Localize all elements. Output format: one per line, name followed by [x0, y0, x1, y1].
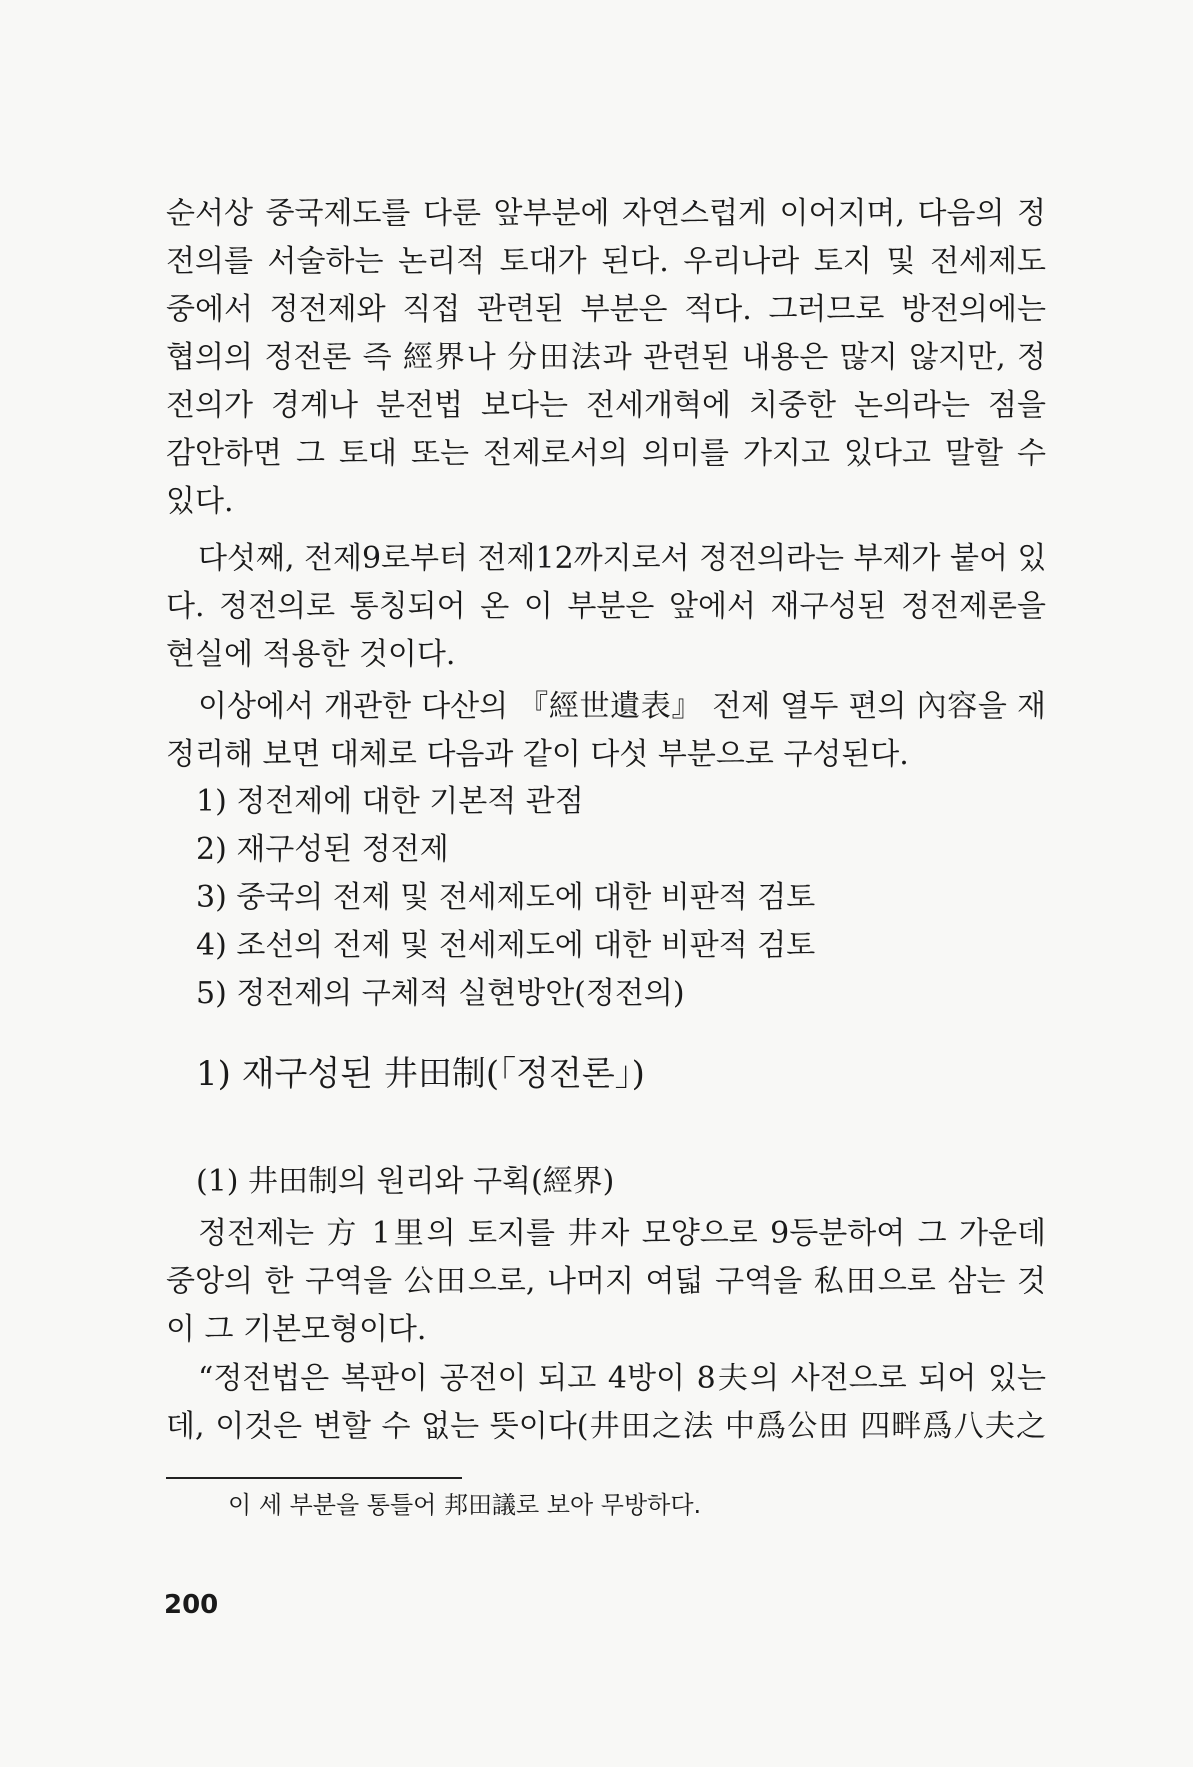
- list-item: 5) 정전제의 구체적 실현방안(정전의): [196, 976, 685, 1011]
- paragraph-5: [166, 1355, 1046, 1451]
- text-line: 있다.: [166, 484, 234, 519]
- paragraph-2: [166, 535, 1046, 679]
- list-item: 4) 조선의 전제 및 전세제도에 대한 비판적 검토: [196, 928, 816, 963]
- list-item: 1) 정전제에 대한 기본적 관점: [196, 784, 584, 819]
- text-line: 다. 정전의로 통칭되어 온 이 부분은 앞에서 재구성된 정전제론을: [166, 589, 1046, 624]
- outline-list: [196, 778, 1076, 1018]
- list-item: 2) 재구성된 정전제: [196, 832, 449, 867]
- footnote: 이 세 부분을 통틀어 邦田議로 보아 무방하다.: [228, 1491, 702, 1519]
- text-line: 정리해 보면 대체로 다음과 같이 다섯 부분으로 구성된다.: [166, 737, 909, 772]
- paragraph-4: [166, 1210, 1046, 1354]
- text-line: 협의의 정전론 즉 經界나 分田法과 관련된 내용은 많지 않지만, 정: [166, 340, 1046, 375]
- text-line: “정전법은 복판이 공전이 되고 4방이 8夫의 사전으로 되어 있는: [198, 1361, 1046, 1396]
- text-line: 전의가 경계나 분전법 보다는 전세개혁에 치중한 논의라는 점을: [166, 388, 1046, 423]
- text-line: 정전제는 方 1里의 토지를 井자 모양으로 9등분하여 그 가운데: [198, 1216, 1046, 1251]
- subsection-heading: (1) 井田制의 원리와 구획(經界): [196, 1164, 615, 1199]
- text-line: 전의를 서술하는 논리적 토대가 된다. 우리나라 토지 및 전세제도: [166, 244, 1046, 279]
- paragraph-3: [166, 683, 1046, 779]
- paragraph-1: [166, 190, 1046, 526]
- text-line: 다섯째, 전제9로부터 전제12까지로서 정전의라는 부제가 붙어 있: [198, 541, 1047, 576]
- text-line: 이상에서 개관한 다산의 『經世遺表』 전제 열두 편의 內容을 재: [198, 689, 1046, 724]
- text-line: 데, 이것은 변할 수 없는 뜻이다(井田之法 中爲公田 四畔爲八夫之: [166, 1409, 1046, 1444]
- text-line: 이 그 기본모형이다.: [166, 1312, 427, 1347]
- section-heading: 1) 재구성된 井田制(「정전론」): [196, 1054, 645, 1094]
- text-line: 순서상 중국제도를 다룬 앞부분에 자연스럽게 이어지며, 다음의 정: [166, 196, 1046, 231]
- text-line: 중앙의 한 구역을 公田으로, 나머지 여덟 구역을 私田으로 삼는 것: [166, 1264, 1046, 1299]
- footnote-divider: [166, 1477, 462, 1479]
- text-line: 중에서 정전제와 직접 관련된 부분은 적다. 그러므로 방전의에는: [166, 292, 1046, 327]
- text-line: 감안하면 그 토대 또는 전제로서의 의미를 가지고 있다고 말할 수: [166, 436, 1046, 471]
- list-item: 3) 중국의 전제 및 전세제도에 대한 비판적 검토: [196, 880, 816, 915]
- page-number: 200: [164, 1590, 219, 1620]
- text-line: 현실에 적용한 것이다.: [166, 637, 456, 672]
